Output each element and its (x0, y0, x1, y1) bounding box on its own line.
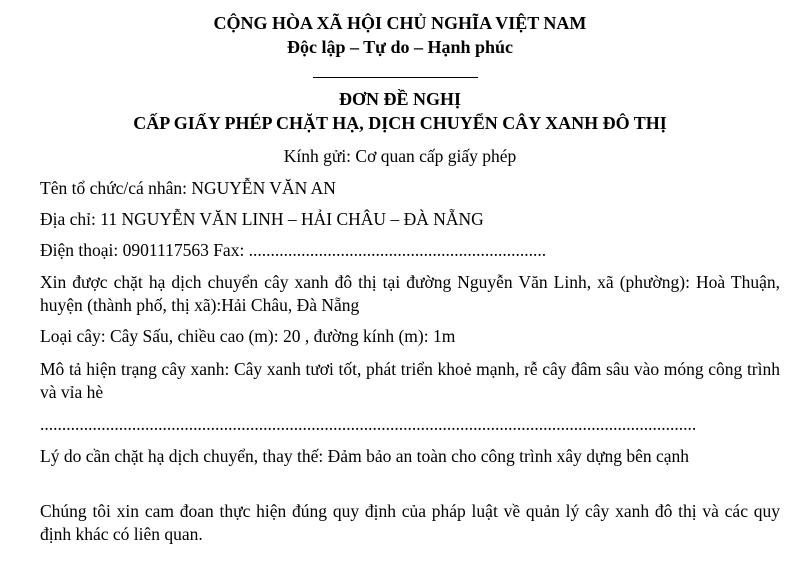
recipient-line: Kính gửi: Cơ quan cấp giấy phép (283, 146, 517, 166)
form-title: ĐƠN ĐỀ NGHỊ (338, 89, 461, 109)
divider-line (313, 77, 478, 78)
applicant-field: Tên tổ chức/cá nhân: NGUYỄN VĂN AN (40, 178, 336, 198)
motto-heading: Độc lập – Tự do – Hạnh phúc (286, 37, 514, 57)
form-subtitle: CẤP GIẤY PHÉP CHẶT HẠ, DỊCH CHUYỂN CÂY XANH ĐÔ THỊ (133, 113, 667, 133)
tree-type-field: Loại cây: Cây Sấu, chiều cao (m): 20 , đường kính (m): 1m (40, 326, 456, 346)
phone-field: Điện thoại: 0901117563 Fax: .................................................................... (40, 240, 547, 260)
address-field: Địa chỉ: 11 NGUYỄN VĂN LINH – HẢI CHÂU – ĐÀ NẴNG (40, 209, 484, 229)
dotted-line: ...................................................................................................................................................... (40, 414, 697, 434)
country-heading: CỘNG HÒA XÃ HỘI CHỦ NGHĨA VIỆT NAM (213, 13, 587, 33)
description-paragraph: Mô tả hiện trạng cây xanh: Cây xanh tươi tốt, phát triển khoẻ mạnh, rễ cây đâm sâu vào móng công trình và vỉa hè (40, 359, 780, 402)
request-paragraph: Xin được chặt hạ dịch chuyển cây xanh đô thị tại đường Nguyễn Văn Linh, xã (phường): Hoà Thuận, huyện (thành phố, thị xã):Hải Châu, Đà Nẵng (40, 272, 780, 315)
commitment-paragraph: Chúng tôi xin cam đoan thực hiện đúng quy định của pháp luật về quản lý cây xanh đô thị và các quy định khác có liên quan. (40, 501, 780, 544)
reason-paragraph: Lý do cần chặt hạ dịch chuyển, thay thế: Đảm bảo an toàn cho công trình xây dựng bên cạnh (40, 446, 689, 466)
